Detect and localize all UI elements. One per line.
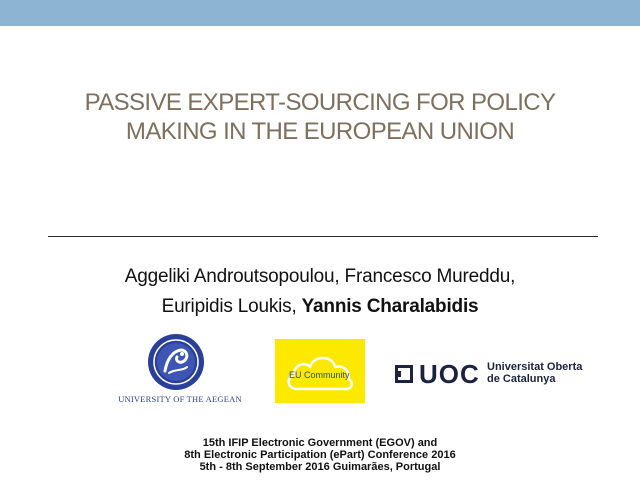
uoc-name-line-1: Universitat Oberta	[487, 361, 583, 373]
university-of-the-aegean-logo	[110, 333, 250, 407]
title-divider	[48, 236, 598, 237]
uoc-university-name	[487, 361, 582, 385]
conference-info	[40, 437, 600, 473]
uoc-logo	[395, 357, 605, 391]
uoc-name-line-2: de Catalunya	[487, 373, 556, 385]
authors-regular: Euripidis Loukis,	[161, 296, 302, 317]
presenting-author: Yannis Charalabidis	[301, 296, 479, 317]
top-accent-bar	[0, 0, 640, 26]
conference-line-2: 8th Electronic Participation (ePart) Conference 2016	[184, 449, 456, 461]
uoc-wordmark: UOC	[419, 359, 480, 389]
uoc-mark-icon	[395, 365, 413, 383]
eu-community-text: EU Community	[289, 370, 350, 380]
aegean-seal-icon	[147, 333, 205, 391]
slide-title-line-1: PASSIVE EXPERT-SOURCING FOR POLICY	[84, 89, 556, 116]
slide-title	[40, 88, 600, 146]
aegean-caption: UNIVERSITY OF THE AEGEAN	[118, 394, 242, 404]
slide-title-line-2: MAKING IN THE EUROPEAN UNION	[125, 118, 515, 145]
eu-community-logo	[275, 339, 365, 403]
conference-line-3: 5th - 8th September 2016 Guimarães, Portugal	[199, 461, 441, 473]
authors-line-2	[40, 292, 600, 322]
authors-line-1: Aggeliki Androutsopoulou, Francesco Mureddu,	[124, 266, 516, 287]
conference-line-1: 15th IFIP Electronic Government (EGOV) and	[202, 437, 438, 449]
authors-block	[40, 262, 600, 322]
